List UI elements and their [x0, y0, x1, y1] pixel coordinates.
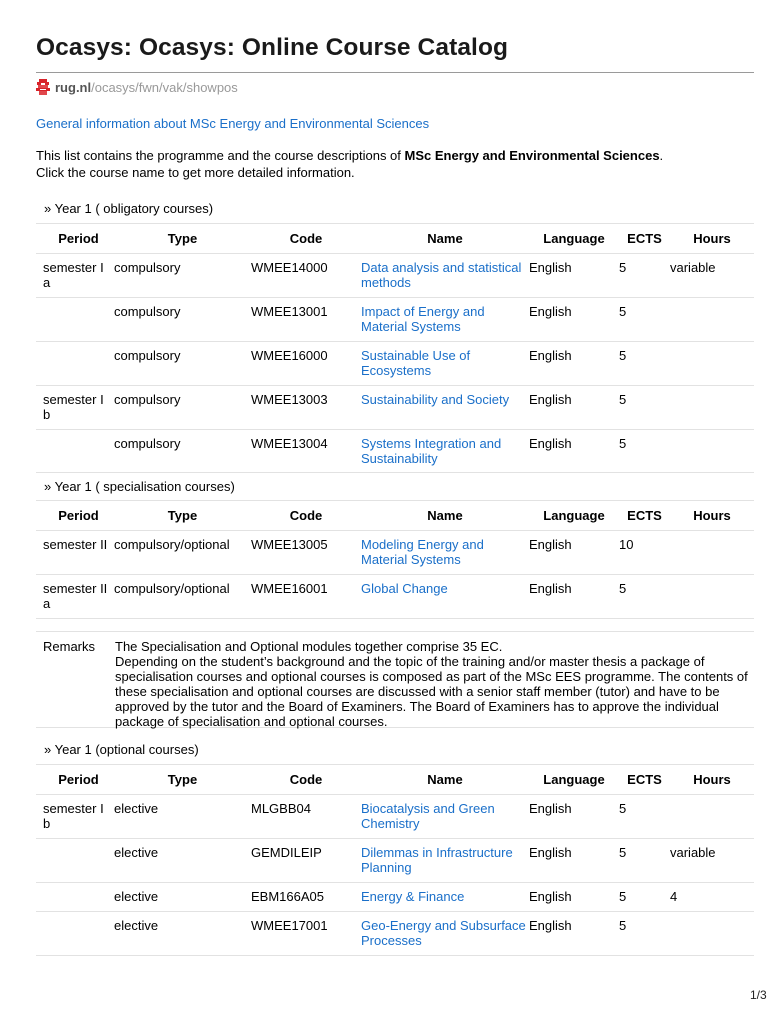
general-info-link[interactable]: General information about MSc Energy and Environmental Sciences: [36, 116, 430, 131]
course-ects-cell: [619, 342, 670, 386]
course-row: [36, 575, 754, 619]
remarks-line1: The Specialisation and Optional modules together comprise 35 EC.: [115, 639, 503, 654]
source-path: /ocasys/fwn/vak/showpos: [91, 79, 238, 95]
intro-text: [36, 147, 736, 181]
course-ects: 5: [619, 845, 627, 860]
course-ects-cell: [619, 430, 670, 473]
course-code-cell: [251, 254, 361, 298]
col-language: Language: [529, 224, 619, 254]
course-language: English: [529, 889, 572, 904]
page-number: 1/3: [750, 988, 767, 1002]
course-hours: 4: [670, 889, 678, 904]
course-type: compulsory: [114, 348, 181, 363]
course-code: WMEE13004: [251, 436, 328, 451]
course-name-link[interactable]: Dilemmas in Infrastructure Planning: [361, 845, 513, 875]
course-period: semester I a: [43, 260, 104, 290]
course-ects: 5: [619, 348, 627, 363]
course-table-optional: [36, 764, 754, 956]
course-ects: 5: [619, 801, 627, 816]
course-language-cell: [529, 342, 619, 386]
course-type: compulsory: [114, 260, 181, 275]
course-ects: 10: [619, 537, 634, 552]
course-language: English: [529, 537, 572, 552]
course-name-cell: [361, 254, 529, 298]
course-type-cell: [114, 430, 251, 473]
col-code: Code: [251, 501, 361, 531]
col-name: Name: [361, 765, 529, 795]
course-hours-cell: [670, 575, 754, 619]
course-table-obligatory: [36, 223, 754, 473]
course-row: [36, 430, 754, 473]
course-hours-cell: [670, 795, 754, 839]
col-hours: Hours: [670, 224, 754, 254]
course-code-cell: [251, 298, 361, 342]
course-code: EBM166A05: [251, 889, 324, 904]
course-period: semester I b: [43, 801, 104, 831]
course-hours: variable: [670, 845, 716, 860]
col-name: Name: [361, 501, 529, 531]
course-language: English: [529, 801, 572, 816]
course-period-cell: [36, 430, 114, 473]
course-type: compulsory/optional: [114, 581, 230, 596]
course-ects-cell: [619, 575, 670, 619]
course-period-cell: [36, 298, 114, 342]
course-period: semester II: [43, 537, 108, 552]
course-language-cell: [529, 575, 619, 619]
course-period-cell: [36, 386, 114, 430]
course-ects-cell: [619, 839, 670, 883]
remarks-line2: Depending on the student’s background and the topic of the training and/or master thesis a package of specialisation courses and optional courses is composed as part of the MSc EES programme. The contents of these specialisation and optional courses are discussed with a senior staff member (tutor) and have to be approved by the tutor and the Board of Examiners. The Board of Examiners has to approve the individual package of specialisation and optional courses.: [115, 654, 748, 729]
course-language-cell: [529, 430, 619, 473]
course-language-cell: [529, 795, 619, 839]
course-hours-cell: [670, 342, 754, 386]
course-hours-cell: [670, 254, 754, 298]
course-name-cell: [361, 795, 529, 839]
course-ects: 5: [619, 918, 627, 933]
course-ects-cell: [619, 912, 670, 956]
course-name-link[interactable]: Global Change: [361, 581, 448, 596]
col-language: Language: [529, 501, 619, 531]
course-type-cell: [114, 386, 251, 430]
course-ects-cell: [619, 254, 670, 298]
remarks-block: [36, 631, 754, 728]
course-row: [36, 386, 754, 430]
course-row: [36, 254, 754, 298]
course-row: [36, 342, 754, 386]
course-language: English: [529, 260, 572, 275]
course-hours-cell: [670, 839, 754, 883]
col-hours: Hours: [670, 501, 754, 531]
course-ects-cell: [619, 883, 670, 912]
course-row: [36, 883, 754, 912]
course-type-cell: [114, 254, 251, 298]
course-ects: 5: [619, 889, 627, 904]
course-type-cell: [114, 298, 251, 342]
course-language: English: [529, 436, 572, 451]
course-language: English: [529, 304, 572, 319]
course-period-cell: [36, 839, 114, 883]
course-row: [36, 298, 754, 342]
course-type-cell: [114, 912, 251, 956]
remarks-label: Remarks: [43, 639, 96, 654]
course-type: compulsory: [114, 392, 181, 407]
course-hours-cell: [670, 298, 754, 342]
course-language: English: [529, 392, 572, 407]
intro-suffix: .: [659, 148, 664, 163]
course-type-cell: [114, 795, 251, 839]
col-period: Period: [36, 501, 114, 531]
col-language: Language: [529, 765, 619, 795]
course-type: compulsory/optional: [114, 537, 230, 552]
course-period-cell: [36, 531, 114, 575]
course-ects-cell: [619, 531, 670, 575]
course-code: WMEE13003: [251, 392, 328, 407]
course-name-link[interactable]: Systems Integration and Sustainability: [361, 436, 502, 466]
course-name-link[interactable]: Impact of Energy and Material Systems: [361, 304, 485, 334]
course-name-link[interactable]: Data analysis and statistical methods: [361, 260, 522, 290]
col-code: Code: [251, 765, 361, 795]
col-name: Name: [361, 224, 529, 254]
course-period: semester II a: [43, 581, 108, 611]
course-code-cell: [251, 342, 361, 386]
course-code: WMEE13005: [251, 537, 328, 552]
course-ects-cell: [619, 298, 670, 342]
course-type: compulsory: [114, 436, 181, 451]
col-type: Type: [114, 765, 251, 795]
course-type: elective: [114, 801, 159, 816]
course-hours-cell: [670, 883, 754, 912]
course-ects: 5: [619, 581, 627, 596]
course-name-link[interactable]: Modeling Energy and Material Systems: [361, 537, 484, 567]
rug-logo-icon: [36, 79, 50, 95]
col-type: Type: [114, 224, 251, 254]
course-code-cell: [251, 386, 361, 430]
section-header-specialisation: » Year 1 ( specialisation courses): [44, 479, 235, 494]
course-name-link[interactable]: Biocatalysis and Green Chemistry: [361, 801, 495, 831]
course-hours-cell: [670, 531, 754, 575]
course-type-cell: [114, 342, 251, 386]
course-name-link[interactable]: Geo-Energy and Subsurface Processes: [361, 918, 526, 948]
course-type-cell: [114, 839, 251, 883]
source-domain: rug.nl: [55, 79, 92, 95]
course-name-cell: [361, 883, 529, 912]
course-name-cell: [361, 430, 529, 473]
section-header-obligatory: » Year 1 ( obligatory courses): [44, 201, 214, 216]
course-period-cell: [36, 254, 114, 298]
course-name-link[interactable]: Energy & Finance: [361, 889, 465, 904]
course-period-cell: [36, 912, 114, 956]
course-table-specialisation: [36, 500, 754, 619]
course-code: WMEE17001: [251, 918, 328, 933]
course-row: [36, 795, 754, 839]
course-language-cell: [529, 254, 619, 298]
course-language-cell: [529, 298, 619, 342]
course-hours-cell: [670, 430, 754, 473]
section-header-optional: » Year 1 (optional courses): [44, 742, 199, 757]
course-type-cell: [114, 575, 251, 619]
course-type: elective: [114, 845, 159, 860]
course-name-link[interactable]: Sustainable Use of Ecosystems: [361, 348, 471, 378]
course-row: [36, 839, 754, 883]
course-name-cell: [361, 298, 529, 342]
course-language: English: [529, 918, 572, 933]
course-language: English: [529, 581, 572, 596]
course-code: WMEE14000: [251, 260, 328, 275]
remarks-text: [115, 639, 755, 729]
col-code: Code: [251, 224, 361, 254]
course-name-cell: [361, 575, 529, 619]
col-period: Period: [36, 224, 114, 254]
course-hours-cell: [670, 386, 754, 430]
col-type: Type: [114, 501, 251, 531]
course-type: elective: [114, 889, 159, 904]
course-code-cell: [251, 839, 361, 883]
course-type: elective: [114, 918, 159, 933]
course-code-cell: [251, 912, 361, 956]
course-code: WMEE13001: [251, 304, 328, 319]
course-code: WMEE16000: [251, 348, 328, 363]
course-name-cell: [361, 912, 529, 956]
course-name-cell: [361, 531, 529, 575]
course-period-cell: [36, 575, 114, 619]
course-code: GEMDILEIP: [251, 845, 322, 860]
course-code-cell: [251, 531, 361, 575]
course-name-link[interactable]: Sustainability and Society: [361, 392, 510, 407]
source-url[interactable]: [36, 79, 238, 95]
course-language-cell: [529, 386, 619, 430]
course-code-cell: [251, 575, 361, 619]
course-language-cell: [529, 912, 619, 956]
course-ects: 5: [619, 304, 627, 319]
course-name-cell: [361, 342, 529, 386]
course-code: WMEE16001: [251, 581, 328, 596]
course-period-cell: [36, 883, 114, 912]
course-language-cell: [529, 883, 619, 912]
course-period-cell: [36, 795, 114, 839]
intro-prefix: This list contains the programme and the course descriptions of: [36, 148, 405, 163]
intro-line2: Click the course name to get more detailed information.: [36, 165, 355, 180]
course-language-cell: [529, 839, 619, 883]
course-language: English: [529, 845, 572, 860]
course-hours: variable: [670, 260, 716, 275]
course-period: semester I b: [43, 392, 104, 422]
course-code: MLGBB04: [251, 801, 311, 816]
course-code-cell: [251, 883, 361, 912]
course-code-cell: [251, 795, 361, 839]
course-ects: 5: [619, 260, 627, 275]
page-title: Ocasys: Ocasys: Online Course Catalog: [36, 34, 509, 61]
course-type: compulsory: [114, 304, 181, 319]
title-divider: [36, 72, 754, 73]
course-hours-cell: [670, 912, 754, 956]
course-ects: 5: [619, 392, 627, 407]
course-language: English: [529, 348, 572, 363]
course-name-cell: [361, 386, 529, 430]
course-period-cell: [36, 342, 114, 386]
course-row: [36, 531, 754, 575]
col-ects: ECTS: [619, 501, 670, 531]
course-code-cell: [251, 430, 361, 473]
course-row: [36, 912, 754, 956]
col-period: Period: [36, 765, 114, 795]
course-ects-cell: [619, 386, 670, 430]
col-hours: Hours: [670, 765, 754, 795]
course-ects: 5: [619, 436, 627, 451]
col-ects: ECTS: [619, 224, 670, 254]
col-ects: ECTS: [619, 765, 670, 795]
course-name-cell: [361, 839, 529, 883]
course-ects-cell: [619, 795, 670, 839]
course-type-cell: [114, 531, 251, 575]
course-language-cell: [529, 531, 619, 575]
course-type-cell: [114, 883, 251, 912]
intro-programme: MSc Energy and Environmental Sciences: [404, 148, 660, 163]
